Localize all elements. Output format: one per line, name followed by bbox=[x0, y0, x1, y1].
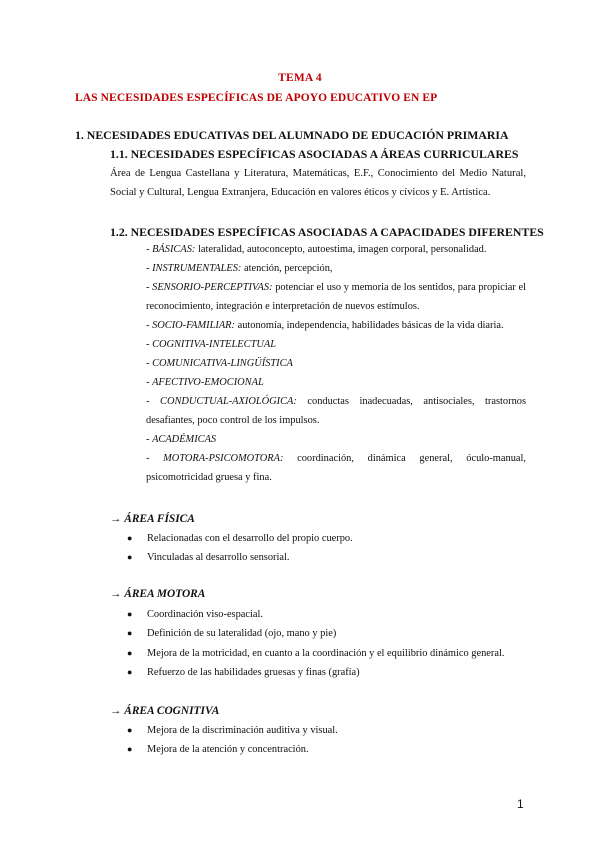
bullet-item bbox=[127, 663, 504, 682]
capacity-item bbox=[146, 240, 526, 259]
item-dash: - bbox=[146, 320, 153, 331]
capacity-item bbox=[146, 335, 526, 354]
bullet-text: Relacionadas con el desarrollo del propio cuerpo. bbox=[147, 533, 353, 544]
bullet-text: Refuerzo de las habilidades gruesas y finas (grafía) bbox=[147, 667, 360, 679]
bullet-icon: ● bbox=[127, 533, 133, 543]
bullet-text: Vinculadas al desarrollo sensorial. bbox=[147, 552, 290, 564]
bullet-icon: ● bbox=[127, 609, 133, 619]
bullet-item bbox=[127, 548, 353, 567]
capacity-item bbox=[146, 354, 526, 373]
capacity-label: SENSORIO-PERCEPTIVAS: bbox=[152, 282, 273, 293]
capacity-item bbox=[146, 430, 526, 449]
area-motora-list bbox=[127, 605, 504, 683]
area-cognitiva-heading: → ÁREA COGNITIVA bbox=[110, 705, 220, 717]
capacity-label: SOCIO-FAMILIAR: bbox=[152, 320, 235, 331]
capacity-item bbox=[146, 316, 526, 335]
item-dash: - bbox=[146, 377, 153, 388]
item-dash: - bbox=[146, 263, 153, 274]
capacity-item bbox=[146, 373, 526, 392]
area-cognitiva-list bbox=[127, 721, 338, 760]
bullet-item bbox=[127, 740, 338, 759]
capacity-item bbox=[146, 259, 526, 278]
item-dash: - bbox=[146, 244, 153, 255]
capacity-label: BÁSICAS: bbox=[152, 244, 196, 255]
capacities-list bbox=[146, 240, 526, 487]
bullet-text: Mejora de la motricidad, en cuanto a la coordinación y el equilibrio dinámico general. bbox=[147, 647, 505, 659]
bullet-item bbox=[127, 624, 504, 643]
capacity-label: CONDUCTUAL-AXIOLÓGICA: bbox=[160, 396, 297, 407]
capacity-description: coordinación, dinámica general, óculo-manual, psicomotricidad gruesa y fina. bbox=[146, 453, 526, 483]
bullet-item bbox=[127, 529, 353, 548]
capacity-description: atención, percepción, bbox=[241, 263, 333, 274]
capacity-label: COMUNICATIVA-LINGÜÍSTICA bbox=[152, 358, 293, 369]
bullet-text: Definición de su lateralidad (ojo, mano y pie) bbox=[147, 628, 337, 640]
item-dash: - bbox=[146, 282, 153, 293]
bullet-icon: ● bbox=[127, 667, 133, 678]
area-fisica-list bbox=[127, 529, 353, 568]
capacity-description: potenciar el uso y memoria de los sentidos, para propiciar el reconocimiento, integración e interpretación de nuevos estímulos. bbox=[146, 282, 526, 312]
bullet-icon: ● bbox=[127, 552, 133, 563]
bullet-item bbox=[127, 605, 504, 624]
section-1-2-heading: 1.2. NECESIDADES ESPECÍFICAS ASOCIADAS A CAPACIDADES DIFERENTES bbox=[110, 225, 544, 239]
bullet-text: Mejora de la discriminación auditiva y visual. bbox=[147, 725, 338, 736]
bullet-item bbox=[127, 644, 504, 663]
capacity-label: MOTORA-PSICOMOTORA: bbox=[163, 453, 284, 464]
area-motora-heading: → ÁREA MOTORA bbox=[110, 588, 206, 600]
capacity-item bbox=[146, 449, 526, 487]
item-dash: - bbox=[146, 358, 153, 369]
capacity-description: lateralidad, autoconcepto, autoestima, imagen corporal, personalidad. bbox=[195, 244, 487, 255]
bullet-icon: ● bbox=[127, 647, 133, 658]
area-fisica-heading: → ÁREA FÍSICA bbox=[110, 513, 195, 525]
section-1-heading: 1. NECESIDADES EDUCATIVAS DEL ALUMNADO DE EDUCACIÓN PRIMARIA bbox=[75, 128, 509, 142]
item-dash: - bbox=[146, 339, 153, 350]
capacity-item bbox=[146, 392, 526, 430]
capacity-description: conductas inadecuadas, antisociales, trastornos desafiantes, poco control de los impulsos. bbox=[146, 396, 526, 426]
document-subtitle: LAS NECESIDADES ESPECÍFICAS DE APOYO EDUCATIVO EN EP bbox=[75, 92, 438, 104]
bullet-text: Mejora de la atención y concentración. bbox=[147, 744, 309, 756]
section-1-1-heading: 1.1. NECESIDADES ESPECÍFICAS ASOCIADAS A ÁREAS CURRICULARES bbox=[110, 147, 519, 161]
bullet-icon: ● bbox=[127, 744, 133, 755]
bullet-icon: ● bbox=[127, 628, 133, 639]
item-dash: - bbox=[146, 396, 161, 407]
capacity-label: INSTRUMENTALES: bbox=[152, 263, 242, 274]
capacity-label: ACADÉMICAS bbox=[152, 434, 217, 445]
item-dash: - bbox=[146, 434, 153, 445]
capacity-description: autonomía, independencia, habilidades básicas de la vida diaria. bbox=[234, 320, 504, 331]
capacity-item bbox=[146, 278, 526, 316]
item-dash: - bbox=[146, 453, 164, 464]
bullet-text: Coordinación viso-espacial. bbox=[147, 609, 263, 620]
capacity-label: COGNITIVA-INTELECTUAL bbox=[152, 339, 276, 350]
bullet-icon: ● bbox=[127, 725, 133, 735]
section-1-1-text: Área de Lengua Castellana y Literatura, Matemáticas, E.F., Conocimiento del Medio Natural, Social y Cultural, Lengua Extranjera, Educación en valores éticos y cívicos y E. Artística. bbox=[110, 168, 526, 198]
document-title: TEMA 4 bbox=[278, 72, 322, 84]
capacity-label: AFECTIVO-EMOCIONAL bbox=[152, 377, 264, 388]
page-number: 1 bbox=[517, 797, 524, 811]
bullet-item bbox=[127, 721, 338, 740]
